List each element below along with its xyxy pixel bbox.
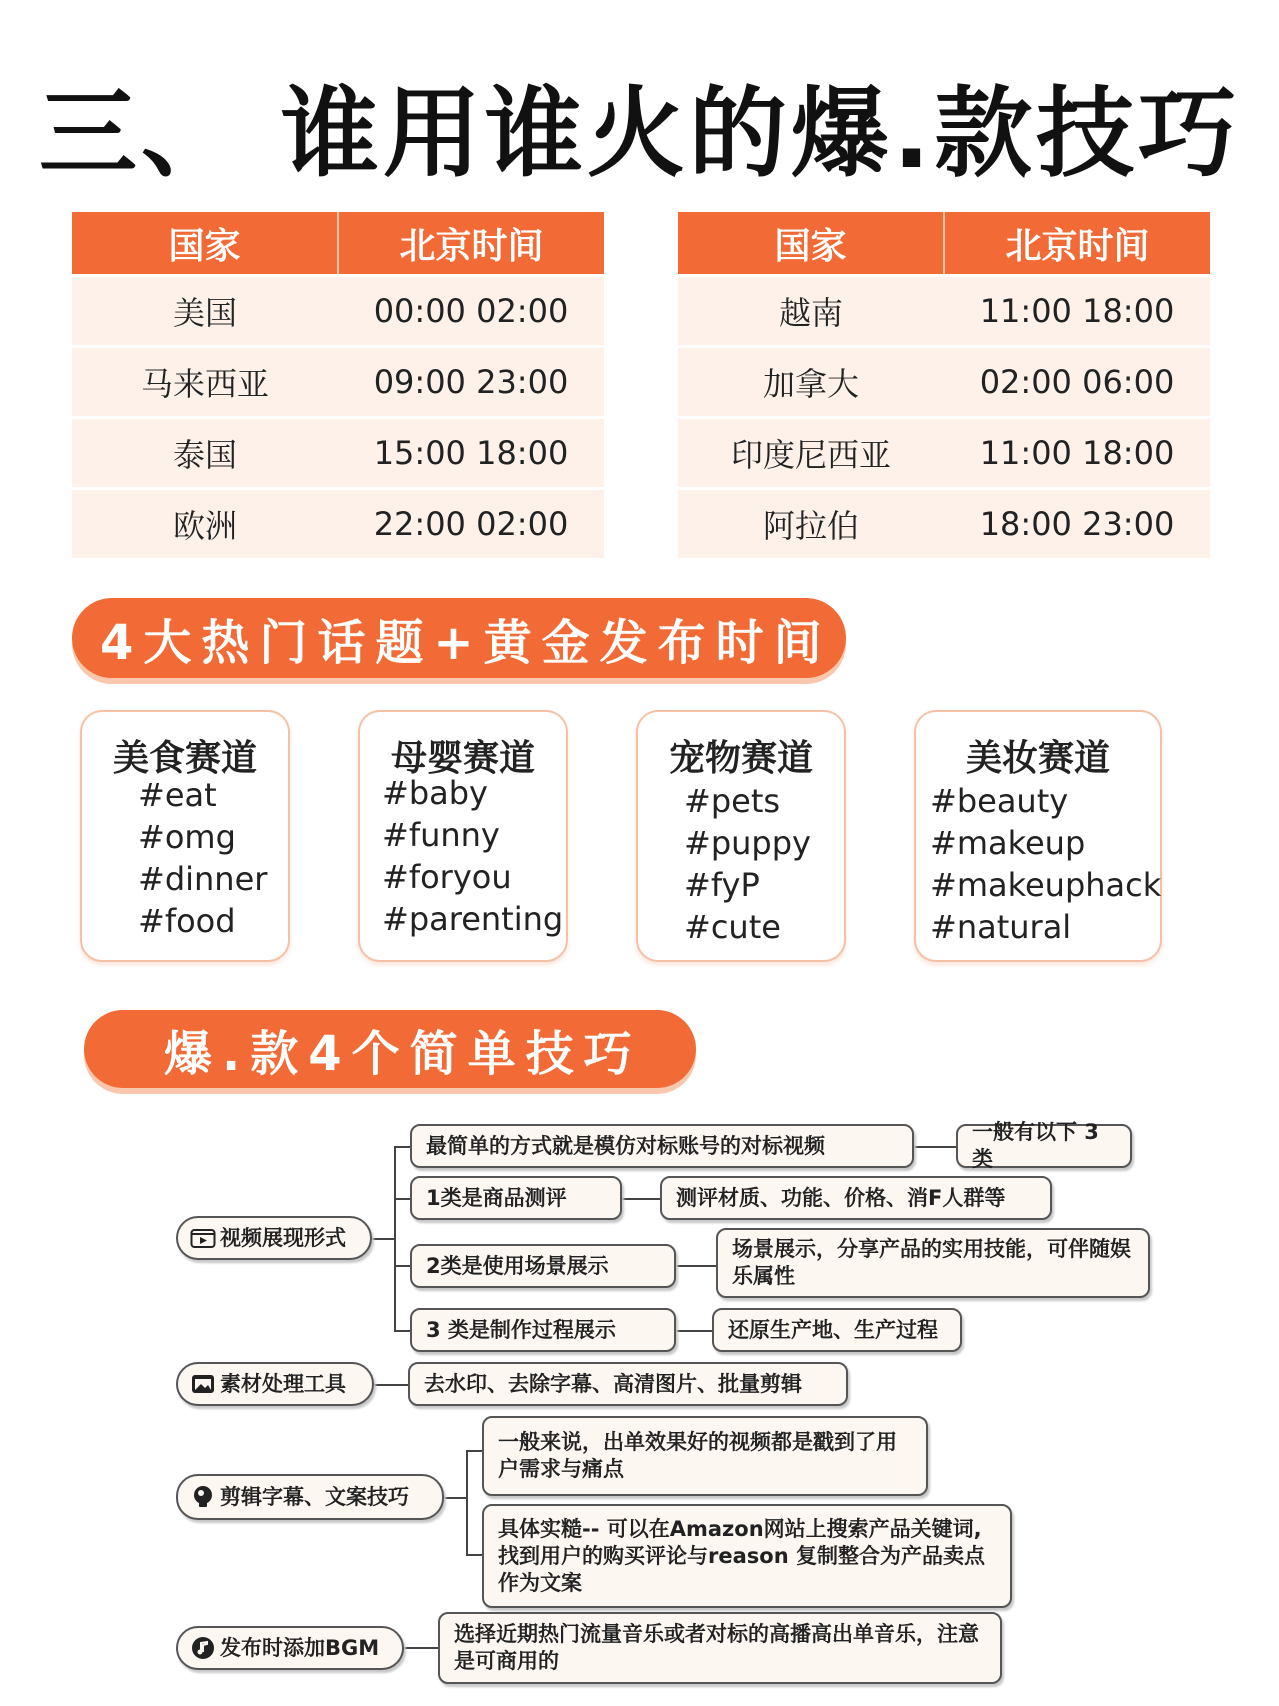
time-cell: 00:00 02:00 bbox=[338, 276, 604, 347]
time-cell: 11:00 18:00 bbox=[944, 276, 1210, 347]
branch-node: 选择近期热门流量音乐或者对标的高播高出单音乐，注意是可商用的 bbox=[438, 1612, 1002, 1684]
table-row bbox=[72, 489, 604, 559]
hashtag: #cute bbox=[684, 908, 781, 946]
hashtag: #foryou bbox=[382, 858, 512, 896]
hashtag: #beauty bbox=[930, 782, 1069, 820]
time-table-right bbox=[678, 212, 1210, 558]
connector bbox=[394, 1146, 410, 1148]
connector bbox=[394, 1265, 410, 1267]
root-label: 视频展现形式 bbox=[220, 1225, 346, 1250]
hashtag: #funny bbox=[382, 816, 500, 854]
hashtag: #baby bbox=[382, 774, 488, 812]
connector bbox=[444, 1497, 468, 1499]
connector bbox=[372, 1238, 396, 1240]
branch-node: 一般来说，出单效果好的视频都是戳到了用户需求与痛点 bbox=[482, 1416, 928, 1496]
topic-title: 宠物赛道 bbox=[668, 738, 813, 779]
country-cell: 泰国 bbox=[72, 418, 338, 489]
topic-card-pets bbox=[636, 710, 846, 962]
connector bbox=[466, 1450, 468, 1556]
hashtag: #omg bbox=[138, 818, 236, 856]
note-node: 场景展示，分享产品的实用技能，可伴随娱乐属性 bbox=[716, 1228, 1150, 1298]
country-cell: 马来西亚 bbox=[72, 347, 338, 418]
topic-card-baby bbox=[358, 710, 568, 962]
connector bbox=[466, 1554, 482, 1556]
root-label: 发布时添加BGM bbox=[220, 1635, 380, 1660]
tag-list bbox=[138, 774, 267, 942]
hashtag: #eat bbox=[138, 776, 217, 814]
country-cell: 印度尼西亚 bbox=[678, 418, 944, 489]
hashtag: #makeuphack bbox=[930, 866, 1162, 904]
section-banner-tips: 爆.款4个简单技巧 bbox=[84, 1010, 696, 1088]
time-cell: 15:00 18:00 bbox=[338, 418, 604, 489]
image-icon bbox=[190, 1373, 216, 1395]
country-cell: 越南 bbox=[678, 276, 944, 347]
table-row bbox=[72, 276, 604, 347]
note-node: 测评材质、功能、价格、消F人群等 bbox=[660, 1176, 1052, 1220]
mindmap-root-tools bbox=[176, 1362, 374, 1406]
tag-list bbox=[684, 780, 811, 948]
table-header: 北京时间 bbox=[338, 212, 604, 276]
time-table-left bbox=[72, 212, 604, 558]
table-row bbox=[678, 347, 1210, 418]
time-cell: 09:00 23:00 bbox=[338, 347, 604, 418]
lightbulb-icon bbox=[190, 1486, 216, 1508]
hashtag: #parenting bbox=[382, 900, 564, 938]
time-cell: 11:00 18:00 bbox=[944, 418, 1210, 489]
video-icon bbox=[190, 1227, 216, 1249]
table-header: 国家 bbox=[678, 212, 944, 276]
root-label: 剪辑字幕、文案技巧 bbox=[220, 1484, 409, 1509]
mindmap-root-edit bbox=[176, 1474, 444, 1520]
connector bbox=[394, 1146, 396, 1331]
hashtag: #puppy bbox=[684, 824, 811, 862]
music-icon bbox=[190, 1637, 216, 1659]
table-row bbox=[678, 489, 1210, 559]
time-cell: 18:00 23:00 bbox=[944, 489, 1210, 559]
connector bbox=[394, 1198, 410, 1200]
country-cell: 欧洲 bbox=[72, 489, 338, 559]
table-header: 北京时间 bbox=[944, 212, 1210, 276]
hashtag: #natural bbox=[930, 908, 1072, 946]
table-header: 国家 bbox=[72, 212, 338, 276]
tag-list bbox=[930, 780, 1161, 948]
connector bbox=[394, 1330, 410, 1332]
topic-title: 母婴赛道 bbox=[390, 738, 535, 779]
country-cell: 美国 bbox=[72, 276, 338, 347]
country-cell: 阿拉伯 bbox=[678, 489, 944, 559]
time-cell: 02:00 06:00 bbox=[944, 347, 1210, 418]
connector bbox=[374, 1384, 408, 1386]
topic-card-food bbox=[80, 710, 290, 962]
topic-title: 美食赛道 bbox=[112, 738, 257, 779]
branch-node: 3 类是制作过程展示 bbox=[410, 1308, 676, 1352]
hashtag: #dinner bbox=[138, 860, 268, 898]
connector bbox=[404, 1647, 438, 1649]
note-node: 一般有以下 3类 bbox=[956, 1124, 1132, 1168]
hashtag: #food bbox=[138, 902, 236, 940]
branch-node: 2类是使用场景展示 bbox=[410, 1244, 676, 1288]
branch-node: 最简单的方式就是模仿对标账号的对标视频 bbox=[410, 1124, 914, 1168]
note-node: 还原生产地、生产过程 bbox=[712, 1308, 962, 1352]
table-row bbox=[678, 418, 1210, 489]
hashtag: #pets bbox=[684, 782, 781, 820]
branch-node: 1类是商品测评 bbox=[410, 1176, 622, 1220]
connector bbox=[622, 1198, 660, 1200]
table-row bbox=[678, 276, 1210, 347]
connector bbox=[914, 1146, 956, 1148]
topic-card-beauty bbox=[914, 710, 1162, 962]
connector bbox=[676, 1265, 716, 1267]
connector bbox=[466, 1450, 482, 1452]
branch-node: 具体实糙-- 可以在Amazon网站上搜索产品关键词,找到用户的购买评论与reason 复制整合为产品卖点作为文案 bbox=[482, 1504, 1012, 1608]
mindmap-root-video bbox=[176, 1216, 372, 1260]
connector bbox=[676, 1330, 712, 1332]
hashtag: #makeup bbox=[930, 824, 1086, 862]
table-row bbox=[72, 347, 604, 418]
section-banner-topics: 4大热门话题+黄金发布时间 bbox=[72, 598, 846, 678]
branch-node: 去水印、去除字幕、高清图片、批量剪辑 bbox=[408, 1362, 848, 1406]
root-label: 素材处理工具 bbox=[220, 1371, 346, 1396]
topic-title: 美妆赛道 bbox=[965, 738, 1110, 779]
mindmap-root-bgm bbox=[176, 1626, 404, 1670]
time-cell: 22:00 02:00 bbox=[338, 489, 604, 559]
page-title: 三、 谁用谁火的爆.款技巧 bbox=[38, 77, 1241, 191]
country-cell: 加拿大 bbox=[678, 347, 944, 418]
table-row bbox=[72, 418, 604, 489]
tag-list bbox=[382, 772, 563, 940]
hashtag: #fyP bbox=[684, 866, 760, 904]
